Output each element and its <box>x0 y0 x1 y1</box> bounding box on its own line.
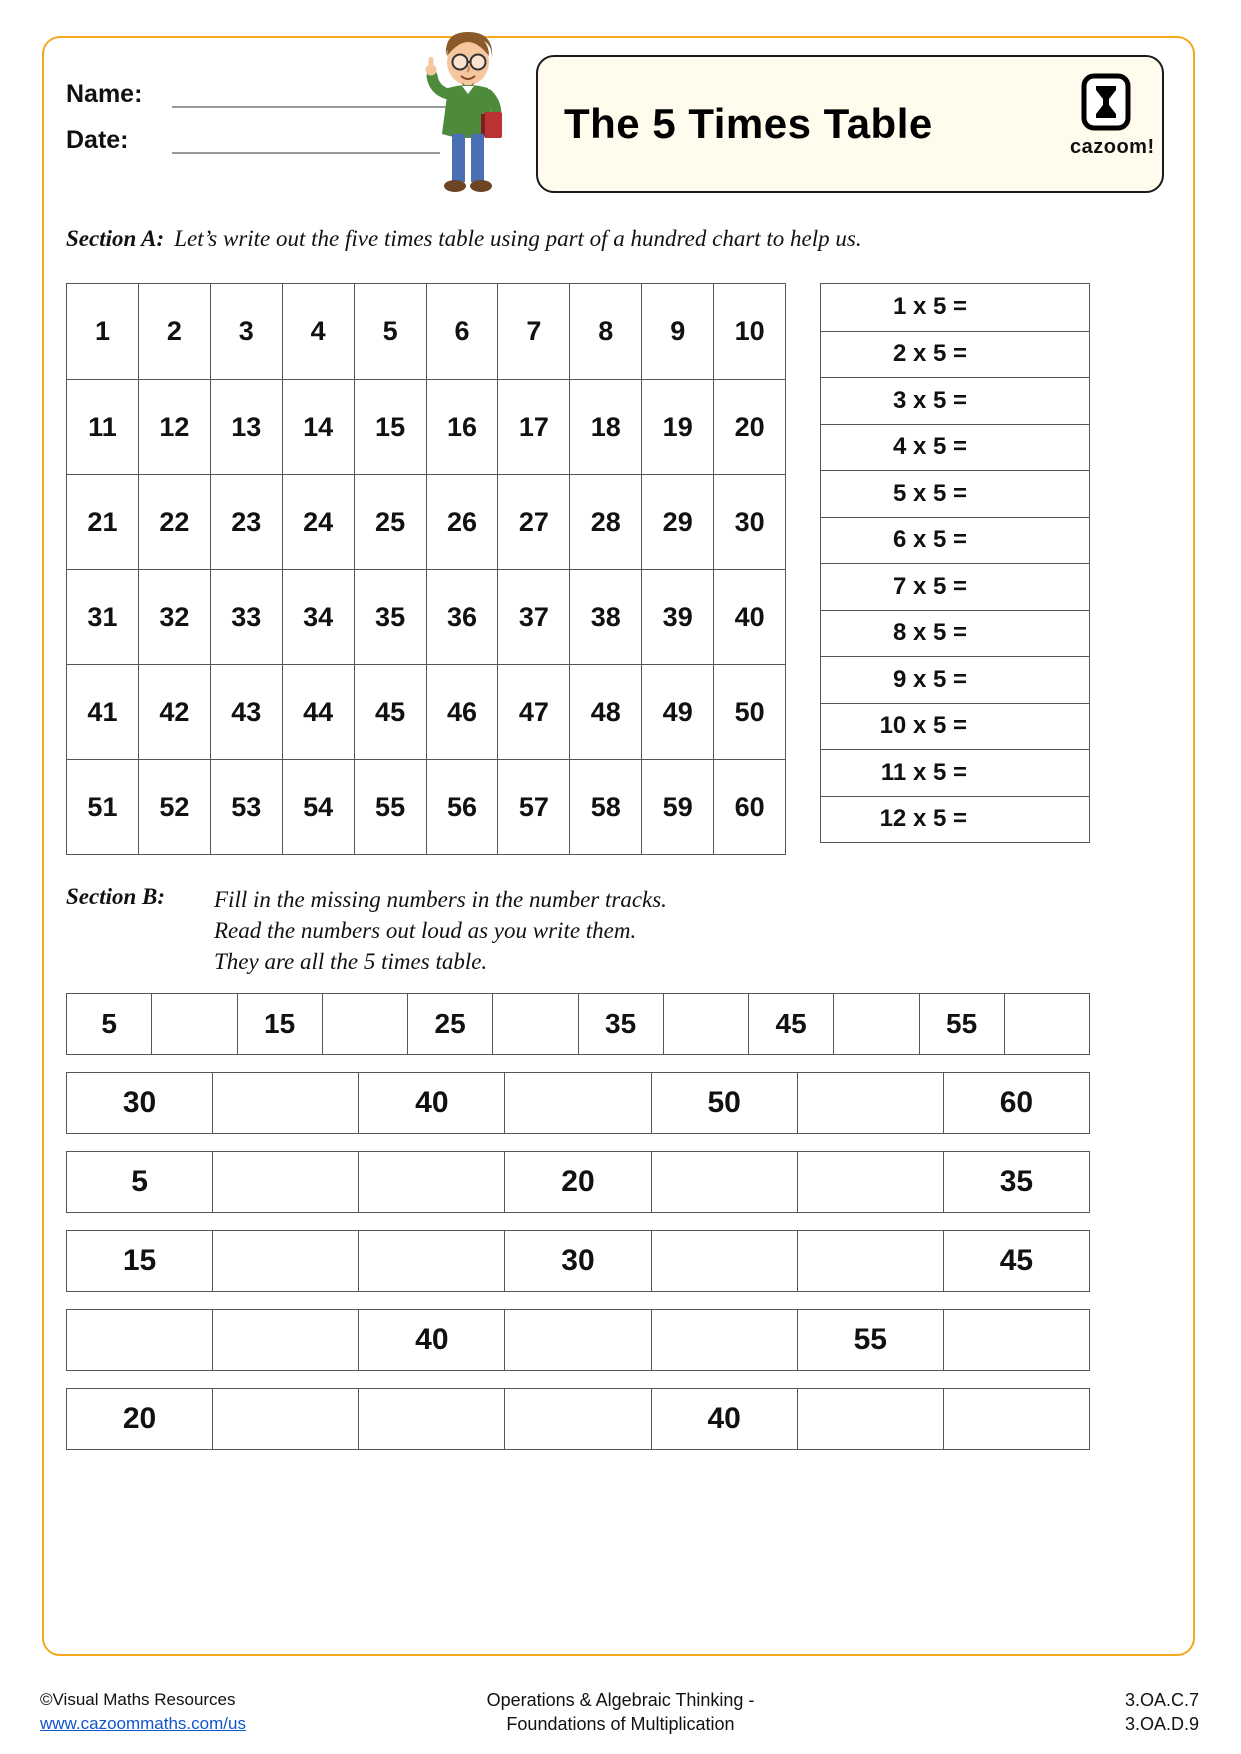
section-b-instruction-line: Fill in the missing numbers in the number tracks. <box>214 887 667 912</box>
equation-label: 7 x 5 = <box>892 572 967 600</box>
track-cell-blank[interactable] <box>151 994 236 1054</box>
track-cell-filled: 60 <box>943 1073 1089 1133</box>
hundred-chart-cell: 17 <box>497 380 569 474</box>
hundred-chart-cell: 27 <box>497 475 569 569</box>
hundred-chart-cell: 21 <box>87 506 118 537</box>
track-cell-blank[interactable] <box>358 1152 504 1212</box>
hundred-chart-cell: 57 <box>497 760 569 854</box>
hundred-chart-cell: 23 <box>210 475 282 569</box>
equation-answer-blank[interactable] <box>967 471 1089 517</box>
hundred-chart-cell: 43 <box>210 665 282 759</box>
hundred-chart-cell: 11 <box>88 411 117 442</box>
track-cell-filled: 35 <box>943 1152 1089 1212</box>
track-cell-blank[interactable] <box>212 1231 358 1291</box>
hundred-chart-cell: 3 <box>210 284 282 379</box>
hundred-chart-cell: 6 <box>426 284 498 379</box>
hundred-chart-cell: 5 <box>354 284 426 379</box>
hundred-chart-cell: 2 <box>138 284 210 379</box>
name-label: Name: <box>66 80 143 108</box>
equation-row <box>821 749 1089 796</box>
hundred-chart <box>66 283 786 855</box>
hundred-chart-cell: 29 <box>641 475 713 569</box>
hundred-chart-cell: 34 <box>282 570 354 664</box>
hundred-chart-cell: 7 <box>497 284 569 379</box>
equation-label: 9 x 5 = <box>892 665 967 693</box>
hundred-chart-cell: 32 <box>138 570 210 664</box>
hundred-chart-cell: 16 <box>426 380 498 474</box>
equation-row <box>821 656 1089 703</box>
track-cell-blank[interactable] <box>212 1310 358 1370</box>
track-cell-blank[interactable] <box>797 1152 943 1212</box>
equation-row <box>821 424 1089 471</box>
equation-row <box>821 610 1089 657</box>
hundred-chart-cell: 55 <box>354 760 426 854</box>
number-track <box>66 1230 1090 1292</box>
cazoom-logo-icon <box>1080 73 1132 133</box>
track-cell-filled: 5 <box>131 1165 148 1198</box>
track-cell-blank[interactable] <box>663 994 748 1054</box>
track-cell-filled: 40 <box>358 1310 504 1370</box>
number-track <box>66 1151 1090 1213</box>
hundred-chart-cell: 22 <box>138 475 210 569</box>
hundred-chart-cell: 25 <box>354 475 426 569</box>
hundred-chart-cell: 1 <box>94 316 110 346</box>
equation-label: 3 x 5 = <box>892 386 967 414</box>
track-cell-blank[interactable] <box>797 1389 943 1449</box>
hundred-chart-cell: 37 <box>497 570 569 664</box>
equation-label: 6 x 5 = <box>892 526 967 554</box>
equation-row <box>821 377 1089 424</box>
hundred-chart-cell: 49 <box>641 665 713 759</box>
track-cell-blank[interactable] <box>212 1152 358 1212</box>
track-cell-blank[interactable] <box>651 1231 797 1291</box>
number-track <box>66 1309 1090 1371</box>
hundred-chart-cell: 10 <box>713 284 785 379</box>
hundred-chart-cell: 54 <box>282 760 354 854</box>
track-cell-blank[interactable] <box>943 1310 1089 1370</box>
number-track <box>66 1388 1090 1450</box>
number-track <box>66 993 1090 1055</box>
track-cell-filled: 15 <box>122 1244 157 1277</box>
hundred-chart-cell: 59 <box>641 760 713 854</box>
standard-code-2: 3.OA.D.9 <box>1124 1714 1199 1734</box>
track-cell-blank[interactable] <box>212 1389 358 1449</box>
hundred-chart-cell: 56 <box>426 760 498 854</box>
equation-label: 4 x 5 = <box>892 433 967 461</box>
cazoom-logo-text: cazoom! <box>1070 136 1155 158</box>
equation-row <box>821 796 1089 843</box>
track-cell-blank[interactable] <box>212 1073 358 1133</box>
equation-answer-blank[interactable] <box>967 425 1089 471</box>
hundred-chart-cell: 30 <box>713 475 785 569</box>
equation-answer-blank[interactable] <box>967 284 1089 331</box>
title-box <box>536 55 1164 193</box>
hundred-chart-row <box>67 379 785 474</box>
track-cell-filled: 25 <box>407 994 492 1054</box>
track-cell-blank[interactable] <box>322 994 407 1054</box>
cazoom-link[interactable]: www.cazoommaths.com/us <box>40 1714 246 1733</box>
track-cell-blank[interactable] <box>504 1389 650 1449</box>
equation-answer-blank[interactable] <box>967 611 1089 657</box>
equation-answer-blank[interactable] <box>967 704 1089 750</box>
date-input-line[interactable] <box>172 152 440 154</box>
equation-row <box>821 703 1089 750</box>
track-cell-filled: 40 <box>651 1389 797 1449</box>
footer-right <box>1125 1688 1199 1736</box>
equation-label: 2 x 5 = <box>892 340 967 368</box>
track-cell-filled: 20 <box>504 1152 650 1212</box>
hundred-chart-cell: 26 <box>426 475 498 569</box>
hundred-chart-cell: 19 <box>641 380 713 474</box>
equation-label: 8 x 5 = <box>892 619 967 647</box>
hundred-chart-row <box>67 569 785 664</box>
track-cell-filled: 55 <box>919 994 1004 1054</box>
track-cell-blank[interactable] <box>1004 994 1089 1054</box>
equation-label: 1 x 5 = <box>892 293 967 321</box>
teacher-illustration <box>408 24 528 209</box>
hundred-chart-row <box>67 664 785 759</box>
equation-answer-blank[interactable] <box>967 378 1089 424</box>
track-cell-blank[interactable] <box>797 1073 943 1133</box>
hundred-chart-cell: 39 <box>641 570 713 664</box>
track-cell-blank[interactable] <box>358 1389 504 1449</box>
track-cell-filled: 45 <box>943 1231 1089 1291</box>
hundred-chart-cell: 50 <box>713 665 785 759</box>
hundred-chart-cell: 41 <box>87 696 118 727</box>
track-cell-blank[interactable] <box>504 1073 650 1133</box>
footer-topic-line2: Foundations of Multiplication <box>506 1714 735 1734</box>
equation-row <box>821 284 1089 331</box>
track-cell-filled: 45 <box>748 994 833 1054</box>
hundred-chart-cell: 42 <box>138 665 210 759</box>
hundred-chart-cell: 31 <box>87 601 118 632</box>
page-title: The 5 Times Table <box>564 100 933 147</box>
hundred-chart-cell: 46 <box>426 665 498 759</box>
hundred-chart-cell: 47 <box>497 665 569 759</box>
track-cell-blank[interactable] <box>943 1389 1089 1449</box>
footer-topic-line1: Operations & Algebraic Thinking - <box>486 1690 755 1710</box>
track-cell-filled: 55 <box>797 1310 943 1370</box>
standard-code-1: 3.OA.C.7 <box>1124 1690 1199 1710</box>
hundred-chart-cell: 58 <box>569 760 641 854</box>
hundred-chart-cell: 36 <box>426 570 498 664</box>
date-label: Date: <box>66 126 129 154</box>
track-cell-filled: 30 <box>122 1086 157 1119</box>
section-b-instruction-line: Read the numbers out loud as you write them. <box>214 918 637 943</box>
equation-label: 12 x 5 = <box>879 805 967 833</box>
hundred-chart-cell: 15 <box>354 380 426 474</box>
cazoom-logo <box>1070 73 1155 159</box>
track-cell-blank[interactable] <box>651 1152 797 1212</box>
footer-center <box>0 1688 1241 1736</box>
section-b-heading <box>66 884 667 977</box>
equation-label: 10 x 5 = <box>879 712 967 740</box>
track-cell-blank[interactable] <box>358 1231 504 1291</box>
hundred-chart-cell: 8 <box>569 284 641 379</box>
hundred-chart-cell: 51 <box>87 791 118 822</box>
hundred-chart-cell: 48 <box>569 665 641 759</box>
hundred-chart-cell: 45 <box>354 665 426 759</box>
equation-row <box>821 470 1089 517</box>
equation-answer-blank[interactable] <box>967 657 1089 703</box>
equation-row <box>821 563 1089 610</box>
copyright-text: ©Visual Maths Resources <box>40 1690 236 1709</box>
equation-row <box>821 331 1089 378</box>
hundred-chart-cell: 12 <box>138 380 210 474</box>
hundred-chart-cell: 28 <box>569 475 641 569</box>
track-cell-blank[interactable] <box>833 994 918 1054</box>
hundred-chart-cell: 44 <box>282 665 354 759</box>
track-cell-filled: 20 <box>122 1402 157 1435</box>
hundred-chart-cell: 60 <box>713 760 785 854</box>
hundred-chart-cell: 52 <box>138 760 210 854</box>
hundred-chart-row <box>67 284 785 379</box>
track-cell-filled: 50 <box>651 1073 797 1133</box>
section-b-label: Section B: <box>66 884 166 909</box>
equation-answer-blank[interactable] <box>967 797 1089 843</box>
hundred-chart-cell: 18 <box>569 380 641 474</box>
track-cell-filled: 30 <box>504 1231 650 1291</box>
hundred-chart-cell: 35 <box>354 570 426 664</box>
hundred-chart-row <box>67 474 785 569</box>
track-cell-filled: 15 <box>237 994 322 1054</box>
hundred-chart-cell: 24 <box>282 475 354 569</box>
track-cell-blank[interactable] <box>797 1231 943 1291</box>
track-cell-filled: 5 <box>101 1008 117 1039</box>
hundred-chart-cell: 53 <box>210 760 282 854</box>
equation-answer-blank[interactable] <box>967 332 1089 378</box>
hundred-chart-cell: 20 <box>713 380 785 474</box>
equation-answer-blank[interactable] <box>967 750 1089 796</box>
section-b-instruction-line: They are all the 5 times table. <box>214 949 488 974</box>
number-tracks <box>66 993 1090 1467</box>
track-cell-filled: 35 <box>578 994 663 1054</box>
hundred-chart-cell: 33 <box>210 570 282 664</box>
track-cell-filled: 40 <box>358 1073 504 1133</box>
equation-label: 5 x 5 = <box>892 479 967 507</box>
equation-row <box>821 517 1089 564</box>
track-cell-blank[interactable] <box>504 1310 650 1370</box>
hundred-chart-cell: 40 <box>713 570 785 664</box>
equation-answer-blank[interactable] <box>967 564 1089 610</box>
track-cell-blank[interactable] <box>492 994 577 1054</box>
hundred-chart-cell: 9 <box>641 284 713 379</box>
number-track <box>66 1072 1090 1134</box>
section-a-instructions: Let’s write out the five times table using part of a hundred chart to help us. <box>174 226 862 251</box>
hundred-chart-row <box>67 759 785 854</box>
section-a-heading <box>66 226 1096 252</box>
equation-answer-blank[interactable] <box>967 518 1089 564</box>
equation-label: 11 x 5 = <box>880 758 967 786</box>
times-table-list <box>820 283 1090 843</box>
track-cell-blank[interactable] <box>651 1310 797 1370</box>
hundred-chart-cell: 14 <box>282 380 354 474</box>
hundred-chart-cell: 4 <box>282 284 354 379</box>
hundred-chart-cell: 38 <box>569 570 641 664</box>
track-cell-blank[interactable] <box>67 1310 212 1370</box>
hundred-chart-cell: 13 <box>210 380 282 474</box>
section-a-label: Section A: <box>66 226 165 251</box>
